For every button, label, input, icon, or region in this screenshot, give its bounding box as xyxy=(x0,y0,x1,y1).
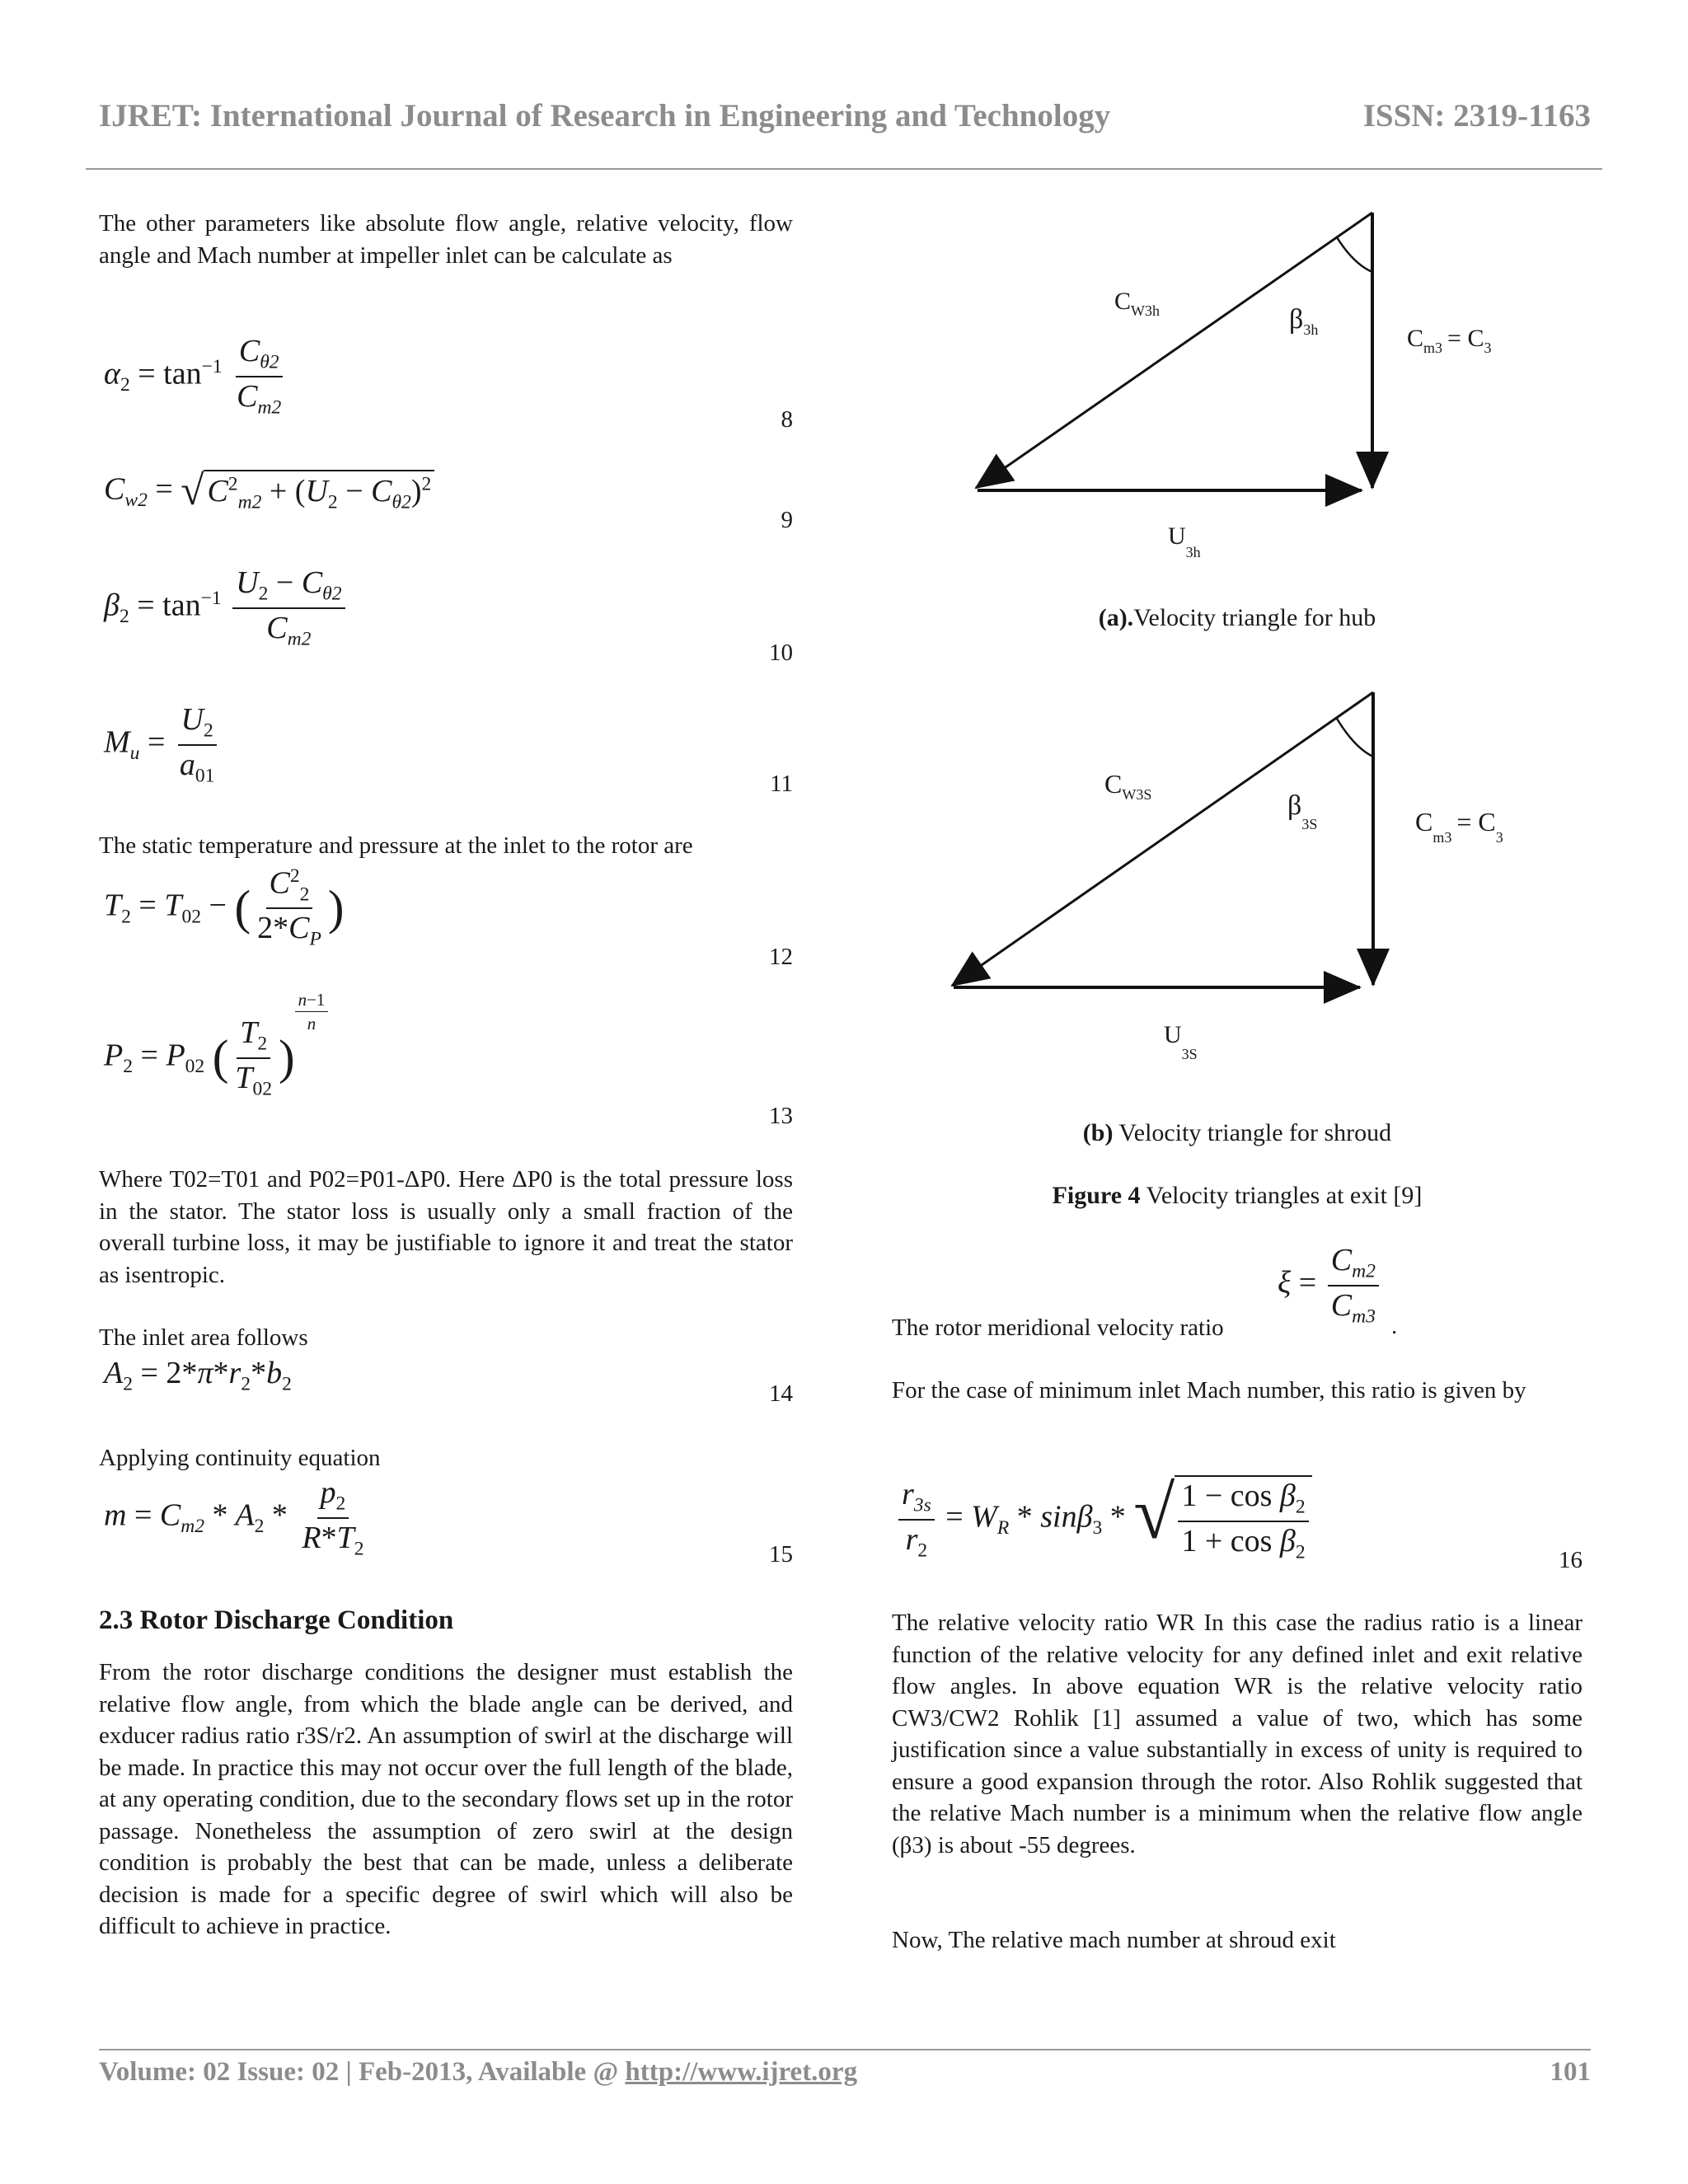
hypotenuse-vector-cw3h xyxy=(976,213,1372,488)
label-u3s: $U_{3S}$ xyxy=(1164,1021,1198,1062)
hypotenuse-vector-cw3s xyxy=(952,692,1373,986)
journal-link[interactable]: http://www.ijret.org xyxy=(625,2057,858,2087)
static-intro: The static temperature and pressure at the inlet to the rotor are xyxy=(99,832,693,859)
ratio-end: . xyxy=(1391,1313,1398,1339)
equation-number-16: 16 xyxy=(1559,1547,1582,1573)
journal-title: IJRET: International Journal of Research in Engineering and Technology xyxy=(99,98,1111,134)
page-number: 101 xyxy=(1550,2057,1591,2087)
relative-velocity-paragraph: The relative velocity ratio WR In this case the radius ratio is a linear function of the relative velocity for any defined inlet and exit relative flow angles. In above equation WR is the relative velocity ratio CW3/CW2 Rohlik [1] assumed a value of two, which has some justification since a value substantially in excess of unity is required to ensure a good expansion through the rotor. Also Rohlik suggested that the relative Mach number is a minimum when the relative flow angle (β3) is about -55 degrees. xyxy=(892,1610,1582,1858)
inlet-area-text: The inlet area follows xyxy=(99,1324,308,1351)
running-header xyxy=(99,97,1591,134)
equation-number-11: 11 xyxy=(770,771,793,797)
where-paragraph: Where T02=T01 and P02=P01-ΔP0. Here ΔP0 is the total pressure loss in the stator. The stator loss is usually only a small fraction of the overall turbine loss, it may be justifiable to ignore it and treat the stator as isentropic. xyxy=(99,1166,793,1288)
equation-9: $C_{w2}$ = √ $C^2_{m2} + (U_2 - C_{\theta 2})^2$ xyxy=(104,470,434,514)
section-heading: 2.3 Rotor Discharge Condition xyxy=(99,1605,454,1635)
label-cw3s: $C_{W3S}$ xyxy=(1104,769,1152,803)
equation-15: $m = C_{m2} * A_2$ * $\frac{p_2}{R*T_2}$ xyxy=(104,1475,364,1560)
equation-number-10: 10 xyxy=(769,640,793,666)
equation-10: $\beta_2 = \tan^{-1}$ $\frac{U_2 - C_{\theta 2}}{C_{m2}}$ xyxy=(104,565,349,650)
min-mach-paragraph: For the case of minimum inlet Mach number, this ratio is given by xyxy=(892,1377,1526,1404)
equation-number-15: 15 xyxy=(769,1541,793,1568)
ratio-text: The rotor meridional velocity ratio xyxy=(892,1315,1224,1341)
intro-paragraph: The other parameters like absolute flow angle, relative velocity, flow angle and Mach number at impeller inlet can be calculate as xyxy=(99,210,793,269)
equation-11: $M_u$ = $\frac{U_2}{a_{01}}$ xyxy=(104,702,221,787)
label-beta3h: $\beta_{3h}$ xyxy=(1289,304,1319,338)
velocity-triangle-shroud xyxy=(892,684,1582,1071)
now-text: Now, The relative mach number at shroud exit xyxy=(892,1927,1336,1953)
caption-hub: (a).Velocity triangle for hub xyxy=(1098,604,1376,631)
equation-number-8: 8 xyxy=(781,406,793,433)
continuity-text: Applying continuity equation xyxy=(99,1445,381,1471)
footer-rule xyxy=(99,2049,1591,2050)
equation-number-14: 14 xyxy=(769,1380,793,1407)
equation-12: $T_2 = T_{02}$ − ( $\frac{C^2_2}{2*C_P}$ ) xyxy=(104,865,345,950)
beta-angle-arc-b xyxy=(1337,719,1373,757)
header-rule xyxy=(86,168,1602,170)
label-cw3h: $C_{W3h}$ xyxy=(1114,288,1160,319)
equation-xi: ξ = $\frac{C_{m2}}{C_{m3}}$ xyxy=(1278,1243,1382,1328)
label-cm3-a: $C_{m3} = C_3$ xyxy=(1407,325,1492,356)
equation-16: $\frac{r_{3s}}{r_2}$ = $W_R * \sin\beta_3$ * √ $\frac{1 - \cos \beta_2}{1 + \cos \beta_2}$ xyxy=(895,1475,1312,1563)
equation-number-12: 12 xyxy=(769,944,793,970)
beta-angle-arc xyxy=(1337,237,1372,272)
velocity-triangle-hub xyxy=(892,198,1582,577)
label-beta3s: $\beta_{3S}$ xyxy=(1287,790,1318,832)
issn: ISSN: 2319-1163 xyxy=(1362,98,1591,134)
caption-shroud: (b) Velocity triangle for shroud xyxy=(1082,1119,1392,1146)
label-u3h: $U_{3h}$ xyxy=(1168,523,1201,560)
footer-volume: Volume: 02 Issue: 02 | Feb-2013, Available @ http://www.ijret.org xyxy=(99,2057,858,2087)
equation-13: $P_2 = P_{02}$ ( $\frac{T_2}{T_{02}}$ ) $^{\frac{n-1}{n}}$ xyxy=(104,1015,328,1100)
running-footer xyxy=(99,2057,1591,2088)
label-cm3-b: $C_{m3}= C_3$ xyxy=(1415,807,1503,846)
equation-number-9: 9 xyxy=(781,507,793,533)
equation-8: $\alpha_2 = \tan^{-1}$ $\frac{C_{\theta 2}}{C_{m2}}$ xyxy=(104,334,282,419)
equation-14: $A_2 = 2*\pi*r_2*b_2$ xyxy=(104,1356,292,1395)
equation-number-13: 13 xyxy=(769,1103,793,1129)
figure-4-caption: Figure 4 Velocity triangles at exit [9] xyxy=(1052,1182,1423,1209)
discharge-paragraph: From the rotor discharge conditions the designer must establish the relative flow angle, from which the blade angle can be derived, and exducer radius ratio r3S/r2. An assumption of swirl at the discharge will be made. In practice this may not occur over the full length of the blade, at any operating condition, due to the secondary flows set up in the rotor passage. Nonetheless the assumption of zero swirl at the design condition is probably the best that can be made, unless a deliberate decision is made for a specific degree of swirl which will also be difficult to achieve in practice. xyxy=(99,1659,793,1939)
